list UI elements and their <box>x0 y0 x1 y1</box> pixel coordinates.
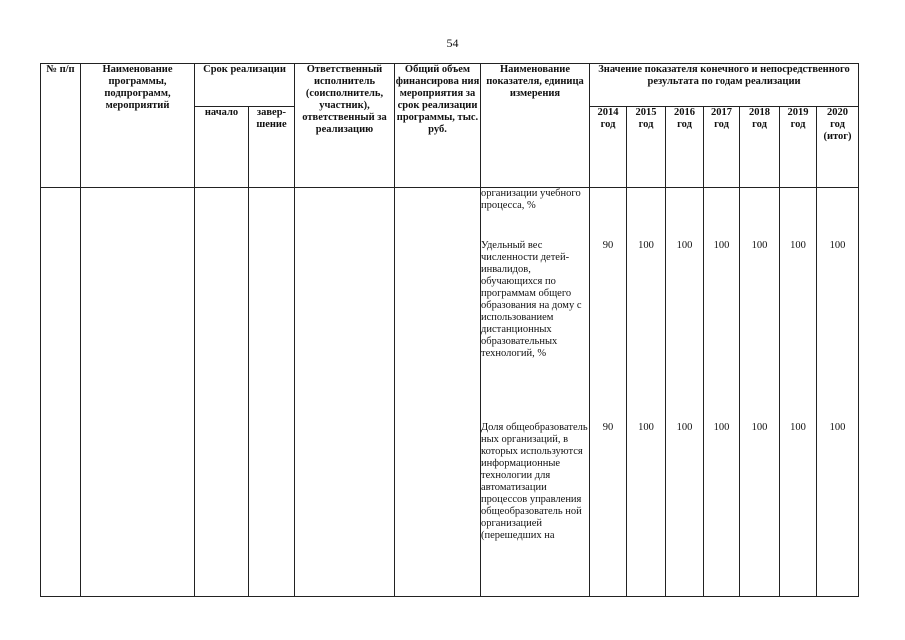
header-term-start: начало <box>195 107 249 188</box>
value: 100 <box>713 422 730 433</box>
value: 100 <box>751 240 768 251</box>
cell-values-2014 <box>590 188 627 597</box>
cell-responsible <box>295 188 395 597</box>
program-indicators-table <box>40 63 859 597</box>
header-responsible: Ответственный исполнитель (соисполнитель, участник), ответственный за реализацию <box>295 64 395 188</box>
value: 100 <box>790 240 806 251</box>
cell-values-2020 <box>817 188 859 597</box>
header-values-group: Значение показателя конечного и непосредственного результата по годам реализации <box>590 64 859 107</box>
cell-funding <box>395 188 481 597</box>
value: 100 <box>676 422 693 433</box>
value: 90 <box>602 422 614 433</box>
header-num: № п/п <box>41 64 81 188</box>
header-name: Наименование программы, подпрограмм, мероприятий <box>81 64 195 188</box>
cell-values-2018 <box>740 188 780 597</box>
header-year-2016: 2016 год <box>666 107 704 188</box>
cell-indicators <box>481 188 590 597</box>
value: 100 <box>676 240 693 251</box>
value: 100 <box>638 240 654 251</box>
cell-term-end <box>249 188 295 597</box>
header-funding: Общий объем финансирова ния мероприятия за срок реализации программы, тыс. руб. <box>395 64 481 188</box>
value: 100 <box>751 422 768 433</box>
value: 100 <box>790 422 806 433</box>
header-year-2015: 2015 год <box>627 107 666 188</box>
header-year-2020: 2020 год (итог) <box>817 107 859 188</box>
header-year-2018: 2018 год <box>740 107 780 188</box>
header-year-2017: 2017 год <box>704 107 740 188</box>
value: 100 <box>713 240 730 251</box>
value: 100 <box>638 422 654 433</box>
header-term: Срок реализации <box>195 64 295 107</box>
indicator-1: организации учебного процесса, % <box>481 188 581 211</box>
cell-num <box>41 188 81 597</box>
cell-values-2016 <box>666 188 704 597</box>
indicator-3: Доля общеобразователь ных организаций, в которых используются информационные технологии для автоматизации процессов управления общеобразователь ной организацией (перешедших на <box>481 422 588 541</box>
cell-values-2017 <box>704 188 740 597</box>
cell-values-2015 <box>627 188 666 597</box>
header-indicator: Наименование показателя, единица измерения <box>481 64 590 188</box>
header-year-2019: 2019 год <box>780 107 817 188</box>
page-number: 54 <box>446 36 459 50</box>
cell-name <box>81 188 195 597</box>
value: 100 <box>829 240 846 251</box>
value: 90 <box>602 240 614 251</box>
value: 100 <box>829 422 846 433</box>
header-term-end: завер-шение <box>249 107 295 188</box>
cell-term-start <box>195 188 249 597</box>
cell-values-2019 <box>780 188 817 597</box>
header-year-2014: 2014 год <box>590 107 627 188</box>
indicator-2: Удельный вес численности детей-инвалидов, обучающихся по программам общего образования на дому с использованием дистанционных образовательных технологий, % <box>481 240 582 359</box>
